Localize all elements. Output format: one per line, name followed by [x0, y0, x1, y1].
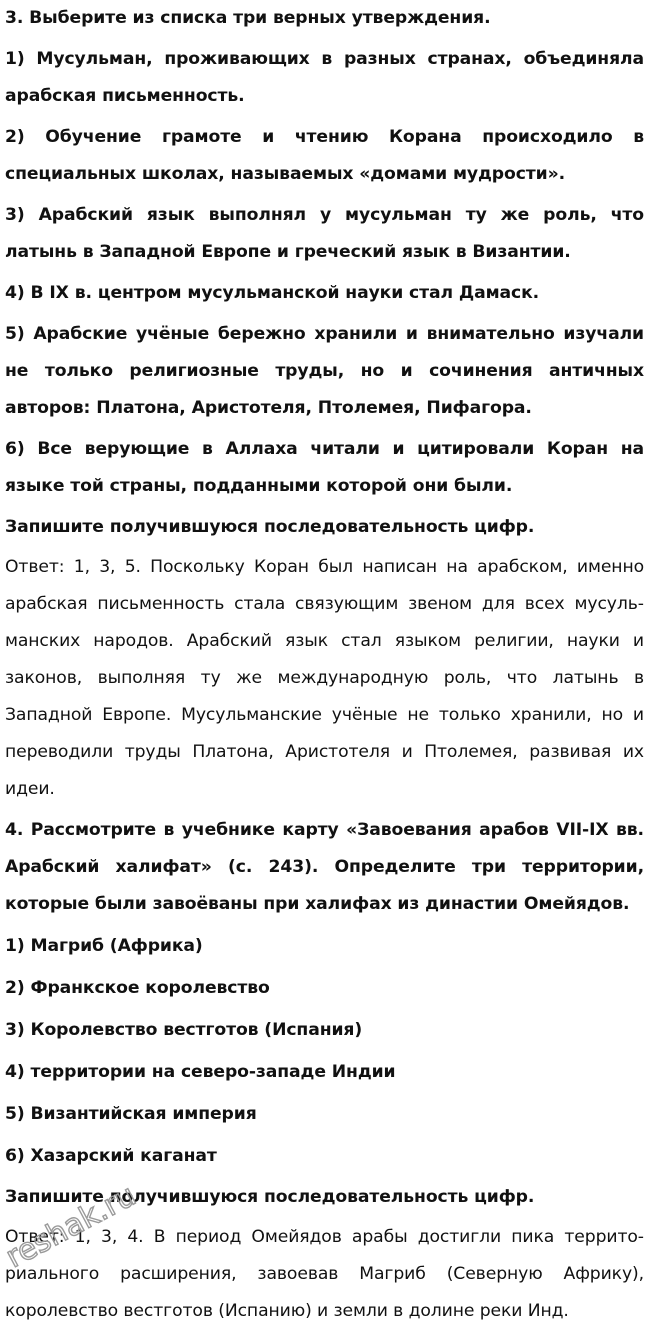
question-4-title: 4. Рассмотрите в учебнике карту «Завоевания арабов VII-IX вв. Арабский халифат» (с. 243). Определите три территории, которые были завоёваны при халифах из династии Омейядов. — [5, 820, 644, 914]
question-3-option: 5) Арабские учёные бережно хранили и внимательно изучали не только религиозные труды, но и сочинения античных авторов: Платона, Аристотеля, Птолемея, Пифагора. — [5, 324, 644, 418]
question-4-options — [5, 928, 644, 1175]
question-3-instruction: Запишите получившуюся последовательность цифр. — [5, 517, 535, 537]
question-4-option: 2) Франкское королевство — [5, 978, 270, 998]
question-3-options — [5, 41, 644, 505]
watermark-text: reshak.ru — [0, 1177, 142, 1276]
question-4-option: 3) Королевство вестготов (Испания) — [5, 1020, 363, 1040]
question-3-option: 4) В IX в. центром мусульманской науки стал Дамаск. — [5, 283, 540, 303]
question-3-option: 6) Все верующие в Аллаха читали и цитировали Коран на языке той страны, подданными которой они были. — [5, 439, 644, 496]
question-4-option: 5) Византийская империя — [5, 1104, 257, 1124]
question-3-title: 3. Выберите из списка три верных утверждения. — [5, 8, 491, 28]
question-3-answer: Ответ: 1, 3, 5. Поскольку Коран был написан на арабском, именно арабская письменность стала связующим звеном для всех мусульманских народов. Арабский язык стал языком религии, науки и законов, выполняя ту же международную роль, что латынь в Западной Европе. Мусульманские учёные не только хранили, но и переводили труды Платона, Аристотеля и Птолемея, развивая их идеи. — [5, 557, 644, 799]
question-3-option: 3) Арабский язык выполнял у мусульман ту же роль, что латынь в Западной Европе и греческий язык в Византии. — [5, 205, 644, 262]
question-4-option: 4) территории на северо-западе Индии — [5, 1062, 396, 1082]
question-4-option: 6) Хазарский каганат — [5, 1146, 217, 1166]
question-4-answer: Ответ: 1, 3, 4. В период Омейядов арабы достигли пика территориального расширения, завоевав Магриб (Северную Африку), королевство вестготов (Испанию) и земли в долине реки Инд. — [5, 1227, 644, 1321]
question-4-instruction: Запишите получившуюся последовательность цифр. — [5, 1187, 535, 1207]
question-3-option: 1) Мусульман, проживающих в разных странах, объединяла арабская письменность. — [5, 49, 644, 106]
question-3-option: 2) Обучение грамоте и чтению Корана происходило в специальных школах, называемых «домами мудрости». — [5, 127, 644, 184]
question-4-option: 1) Магриб (Африка) — [5, 936, 203, 956]
